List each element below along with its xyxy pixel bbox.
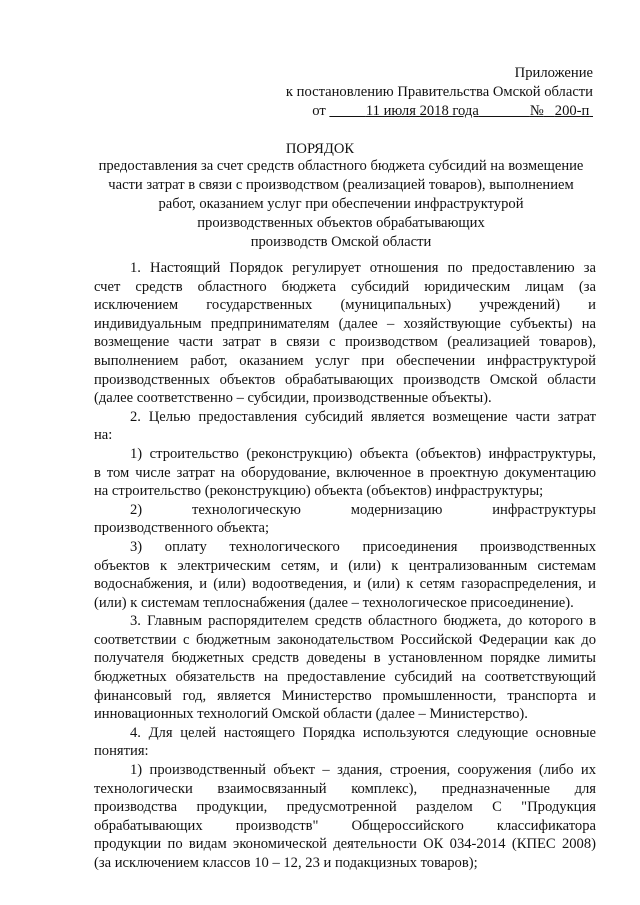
body-line: (или) к системам теплоснабжения (далее – технологическое присоединение).: [94, 594, 574, 611]
body-line: исключением государственных (муниципальных) учреждений) и: [94, 297, 596, 314]
body-line: технологически взаимосвязанный комплекс), предназначенные для: [94, 780, 596, 797]
document-subtitle: [86, 157, 596, 252]
appendix-date-number-line: [286, 102, 593, 121]
body-line: 3) оплату технологического присоединения производственных: [130, 538, 596, 555]
document-title: ПОРЯДОК: [285, 141, 355, 157]
decree-date: 11 июля 2018 года: [365, 103, 479, 119]
subtitle-line: работ, оказанием услуг при обеспечении инфраструктурой: [158, 196, 524, 212]
body-line: соответствии с бюджетным законодательством Российской Федерации как до: [94, 631, 596, 648]
body-line: (за исключением классов 10 – 12, 23 и подакцизных товаров);: [94, 855, 478, 871]
body-line: в том числе затрат на оборудование, включенное в проектную документацию: [94, 464, 596, 481]
body-line: производства продукции, предусмотренной разделом С "Продукция: [94, 799, 596, 816]
body-line: выполнением работ, оказанием услуг при обеспечении инфраструктурой: [94, 352, 596, 369]
body-line: 2. Целью предоставления субсидий является возмещение части затрат: [130, 408, 596, 425]
document-body: [94, 259, 596, 873]
body-line: 4. Для целей настоящего Порядка используются следующие основные: [130, 724, 596, 741]
body-line: финансовый год, является Министерство промышленности, транспорта и: [94, 687, 596, 704]
appendix-decree-reference: к постановлению Правительства Омской области: [285, 84, 593, 100]
body-line: 1. Настоящий Порядок регулирует отношения по предоставлению за: [130, 260, 596, 276]
subtitle-line: производств Омской области: [250, 234, 432, 250]
from-label: от: [312, 103, 326, 119]
body-line: продукции по видам экономической деятельности ОК 034-2014 (КПЕС 2008): [94, 836, 596, 853]
body-line: 1) строительство (реконструкцию) объекта (объектов) инфраструктуры,: [130, 445, 596, 462]
body-line: получателя бюджетных средств доведены в установленном порядке лимиты: [94, 650, 596, 667]
body-line: инновационных технологий Омской области (далее – Министерство).: [94, 706, 528, 723]
body-line: понятия:: [94, 743, 149, 760]
body-line: производственного объекта;: [94, 520, 270, 537]
appendix-title: Приложение: [514, 65, 593, 81]
body-line: счет средств областного бюджета субсидий юридическим лицам (за: [94, 278, 596, 295]
subtitle-line: предоставления за счет средств областного бюджета субсидий на возмещение: [98, 158, 584, 174]
number-label: №: [529, 103, 544, 119]
body-line: 1) производственный объект – здания, строения, сооружения (либо их: [130, 762, 596, 779]
body-line: объектов к электрическим сетям, и (или) к централизованным системам: [94, 557, 596, 574]
body-line: 2) технологическую модернизацию инфраструктуры: [130, 501, 596, 518]
body-line: производственных объектов обрабатывающих производств Омской области: [94, 371, 596, 388]
decree-number: 200-п: [554, 103, 590, 119]
body-line: водоснабжения, и (или) водоотведения, и (или) к сетям газораспределения, и: [94, 576, 596, 593]
body-line: (далее соответственно – субсидии, производственные объекты).: [94, 390, 492, 407]
body-line: на:: [94, 427, 113, 444]
subtitle-line: производственных объектов обрабатывающих: [197, 215, 485, 231]
body-line: обрабатывающих производств" Общероссийского классификатора: [94, 817, 596, 834]
appendix-header: [286, 64, 593, 121]
body-line: индивидуальным предпринимателям (далее – хозяйствующие субъекты) на: [94, 315, 596, 332]
body-line: 3. Главным распорядителем средств областного бюджета, до которого в: [130, 613, 596, 630]
body-line: бюджетных обязательств на предоставление субсидий на соответствующий: [94, 669, 596, 686]
body-line: возмещение части затрат в связи с производством (реализацией товаров),: [94, 334, 596, 351]
body-line: на строительство (реконструкцию) объекта (объектов) инфраструктуры;: [94, 483, 544, 500]
subtitle-line: части затрат в связи с производством (реализацией товаров), выполнением: [108, 177, 574, 193]
